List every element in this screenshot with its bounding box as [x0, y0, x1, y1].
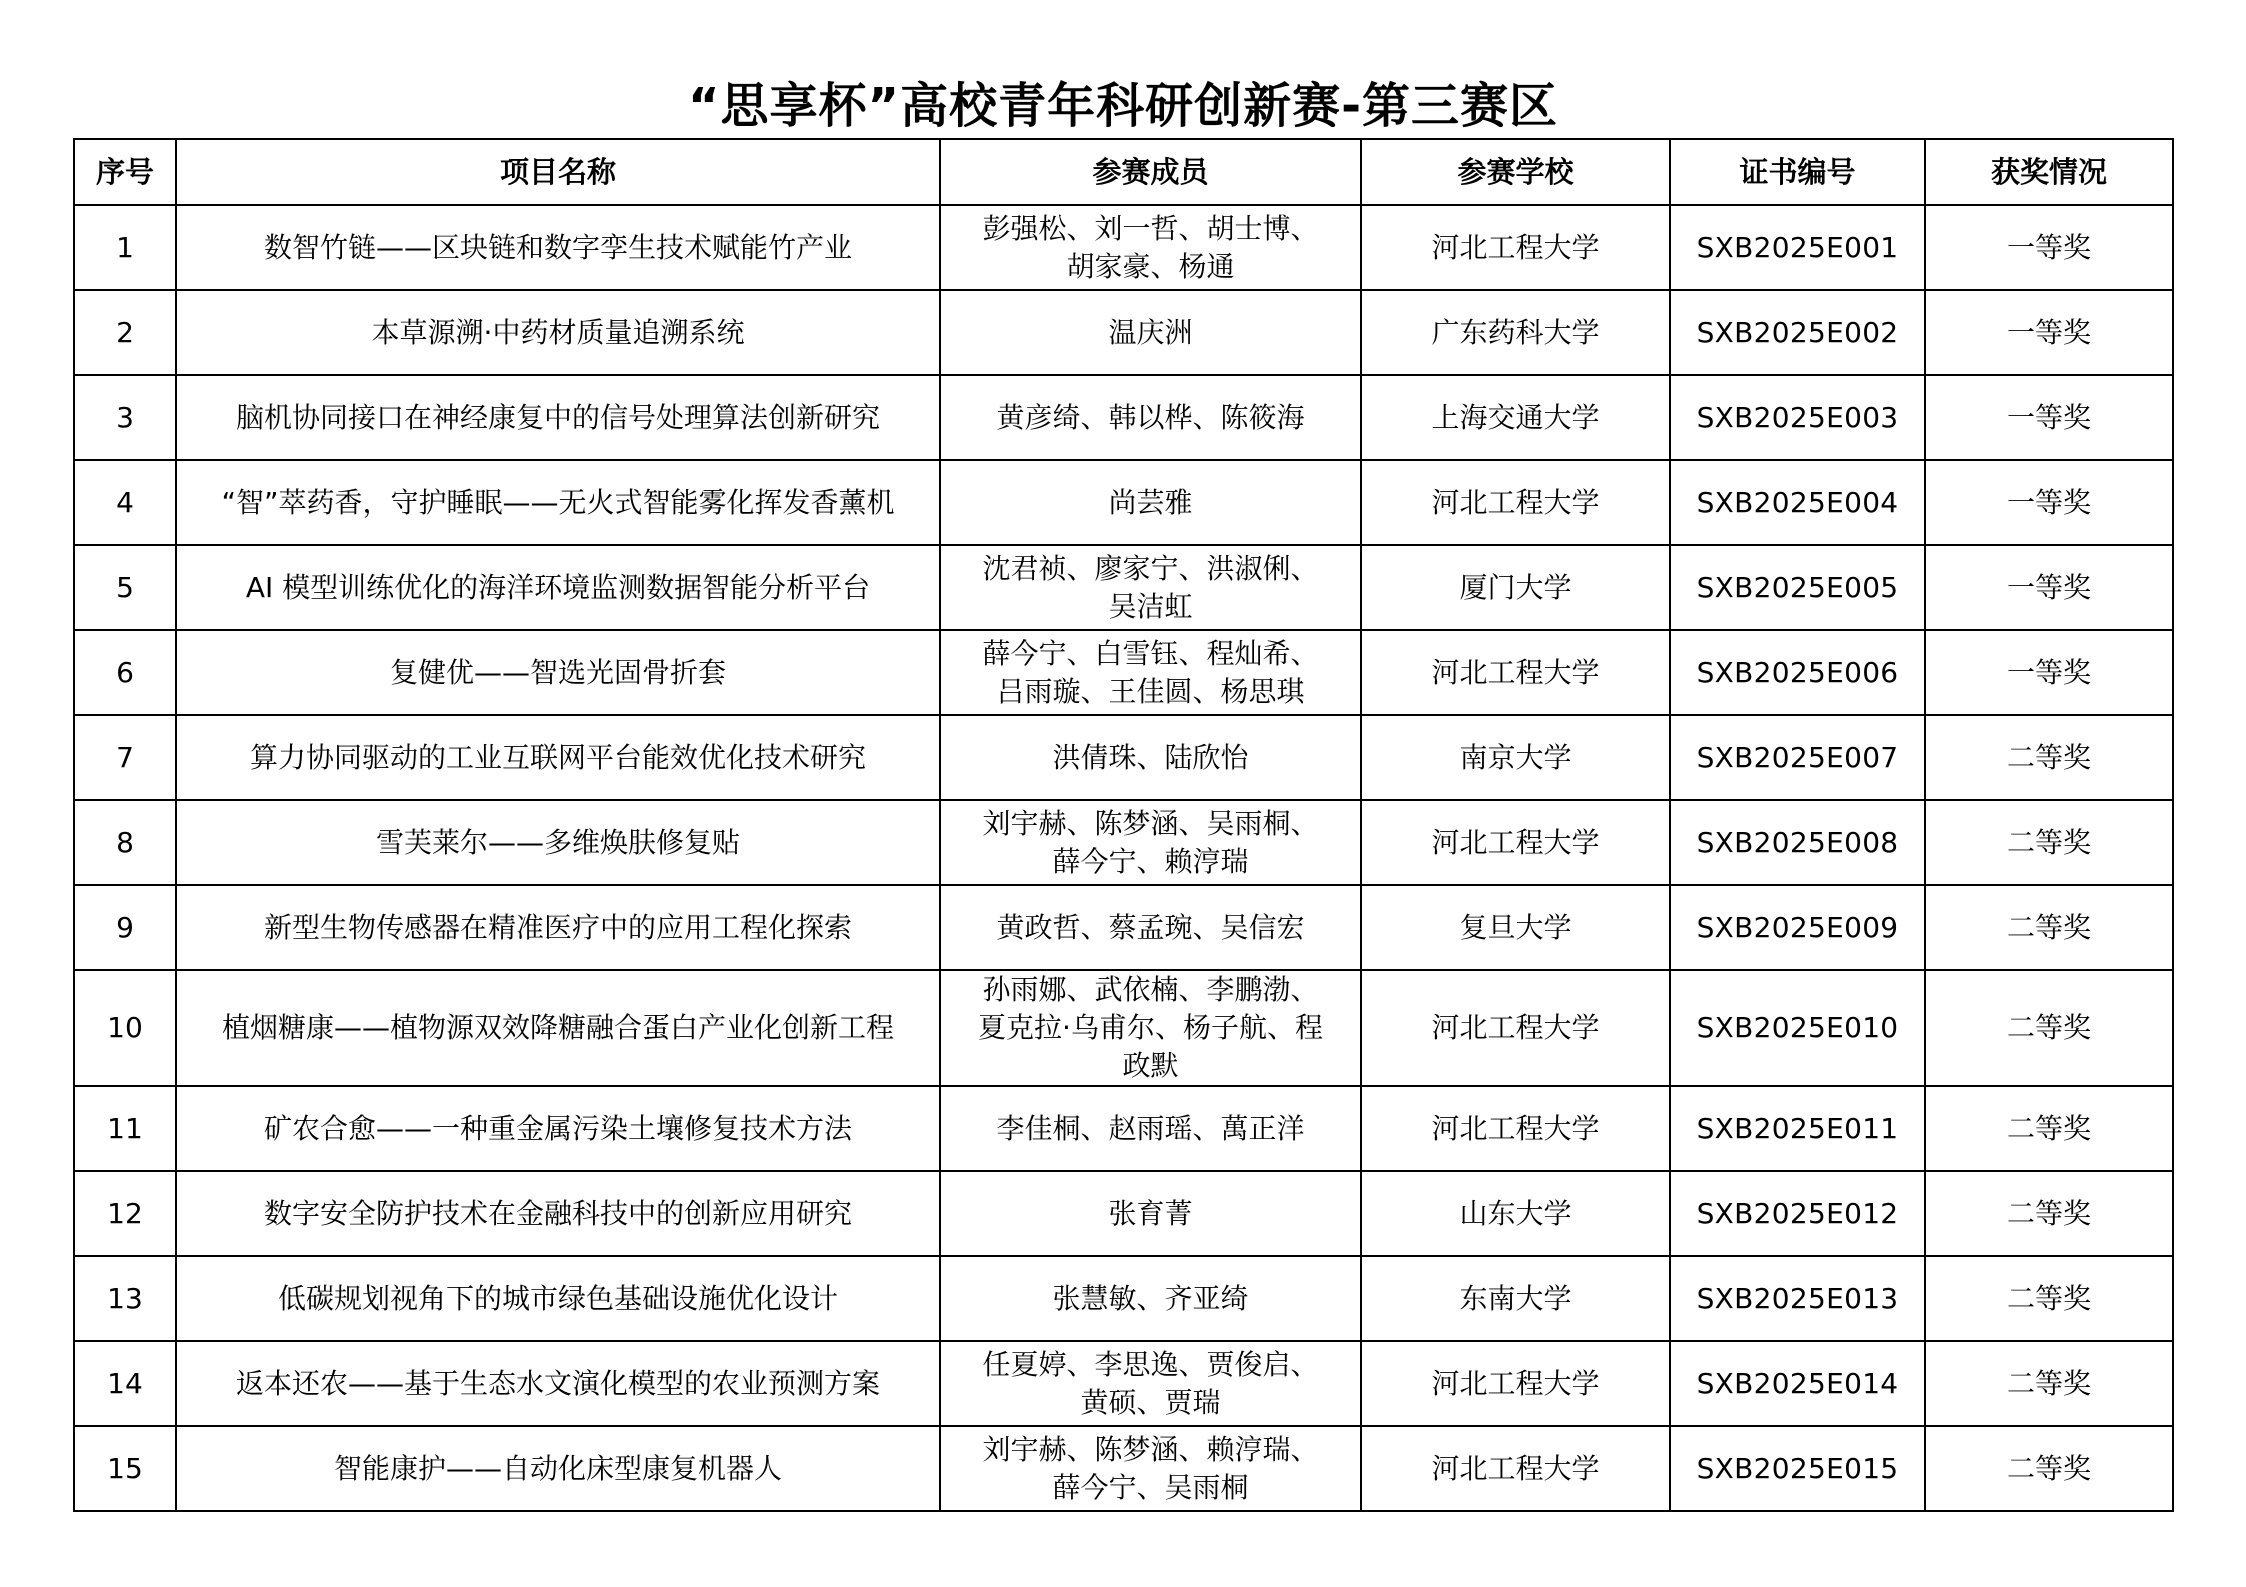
table-row: [74, 375, 2173, 460]
cell-certificate: SXB2025E015: [1670, 1426, 1925, 1511]
cell-project: 复健优——智选光固骨折套: [176, 630, 940, 715]
table-row: [74, 290, 2173, 375]
cell-index: 4: [74, 460, 176, 545]
table-row: [74, 205, 2173, 290]
cell-project: 数智竹链——区块链和数字孪生技术赋能竹产业: [176, 205, 940, 290]
cell-index: 1: [74, 205, 176, 290]
awards-table: [73, 138, 2174, 1512]
cell-certificate: SXB2025E012: [1670, 1171, 1925, 1256]
cell-school: 河北工程大学: [1361, 630, 1670, 715]
cell-award: 一等奖: [1925, 460, 2173, 545]
header-index: 序号: [74, 139, 176, 205]
table-row: [74, 1086, 2173, 1171]
cell-school: 河北工程大学: [1361, 970, 1670, 1086]
cell-index: 11: [74, 1086, 176, 1171]
cell-members: 李佳桐、赵雨瑶、萬正洋: [940, 1086, 1361, 1171]
cell-school: 厦门大学: [1361, 545, 1670, 630]
cell-certificate: SXB2025E010: [1670, 970, 1925, 1086]
cell-certificate: SXB2025E003: [1670, 375, 1925, 460]
cell-index: 12: [74, 1171, 176, 1256]
page-title: “思享杯”高校青年科研创新赛-第三赛区: [687, 78, 1559, 134]
cell-project: 低碳规划视角下的城市绿色基础设施优化设计: [176, 1256, 940, 1341]
cell-project: 矿农合愈——一种重金属污染土壤修复技术方法: [176, 1086, 940, 1171]
table-row: [74, 1256, 2173, 1341]
cell-project: “智”萃药香，守护睡眠——无火式智能雾化挥发香薰机: [176, 460, 940, 545]
cell-school: 上海交通大学: [1361, 375, 1670, 460]
cell-index: 9: [74, 885, 176, 970]
cell-index: 7: [74, 715, 176, 800]
cell-members: 黄政哲、蔡孟琬、吴信宏: [940, 885, 1361, 970]
table-row: [74, 715, 2173, 800]
cell-index: 15: [74, 1426, 176, 1511]
header-certificate: 证书编号: [1670, 139, 1925, 205]
cell-school: 南京大学: [1361, 715, 1670, 800]
table-row: [74, 1171, 2173, 1256]
cell-certificate: SXB2025E013: [1670, 1256, 1925, 1341]
header-school: 参赛学校: [1361, 139, 1670, 205]
cell-index: 8: [74, 800, 176, 885]
table-row: [74, 1341, 2173, 1426]
cell-index: 6: [74, 630, 176, 715]
cell-project: 脑机协同接口在神经康复中的信号处理算法创新研究: [176, 375, 940, 460]
table-header-row: [74, 139, 2173, 205]
cell-certificate: SXB2025E007: [1670, 715, 1925, 800]
cell-award: 一等奖: [1925, 205, 2173, 290]
table-row: [74, 800, 2173, 885]
cell-members: 任夏婷、李思逸、贾俊启、黄硕、贾瑞: [940, 1341, 1361, 1426]
cell-index: 13: [74, 1256, 176, 1341]
table-row: [74, 970, 2173, 1086]
cell-index: 5: [74, 545, 176, 630]
cell-certificate: SXB2025E005: [1670, 545, 1925, 630]
cell-award: 二等奖: [1925, 800, 2173, 885]
cell-award: 一等奖: [1925, 375, 2173, 460]
table-row: [74, 630, 2173, 715]
cell-certificate: SXB2025E001: [1670, 205, 1925, 290]
cell-members: 尚芸雅: [940, 460, 1361, 545]
cell-project: 智能康护——自动化床型康复机器人: [176, 1426, 940, 1511]
table-row: [74, 545, 2173, 630]
cell-project: 本草源溯·中药材质量追溯系统: [176, 290, 940, 375]
cell-certificate: SXB2025E011: [1670, 1086, 1925, 1171]
cell-certificate: SXB2025E009: [1670, 885, 1925, 970]
cell-index: 10: [74, 970, 176, 1086]
cell-index: 14: [74, 1341, 176, 1426]
cell-members: 薛今宁、白雪钰、程灿希、吕雨璇、王佳圆、杨思琪: [940, 630, 1361, 715]
cell-school: 东南大学: [1361, 1256, 1670, 1341]
cell-award: 二等奖: [1925, 715, 2173, 800]
cell-school: 河北工程大学: [1361, 1341, 1670, 1426]
cell-certificate: SXB2025E004: [1670, 460, 1925, 545]
cell-school: 河北工程大学: [1361, 205, 1670, 290]
cell-project: 数字安全防护技术在金融科技中的创新应用研究: [176, 1171, 940, 1256]
cell-project: 算力协同驱动的工业互联网平台能效优化技术研究: [176, 715, 940, 800]
cell-project: 植烟糖康——植物源双效降糖融合蛋白产业化创新工程: [176, 970, 940, 1086]
cell-project: AI 模型训练优化的海洋环境监测数据智能分析平台: [176, 545, 940, 630]
cell-school: 复旦大学: [1361, 885, 1670, 970]
header-project: 项目名称: [176, 139, 940, 205]
cell-project: 新型生物传感器在精准医疗中的应用工程化探索: [176, 885, 940, 970]
table-row: [74, 460, 2173, 545]
cell-award: 二等奖: [1925, 1086, 2173, 1171]
cell-members: 孙雨娜、武依楠、李鹏渤、夏克拉·乌甫尔、杨子航、程政默: [940, 970, 1361, 1086]
cell-members: 张育菁: [940, 1171, 1361, 1256]
cell-award: 二等奖: [1925, 970, 2173, 1086]
cell-project: 返本还农——基于生态水文演化模型的农业预测方案: [176, 1341, 940, 1426]
cell-award: 二等奖: [1925, 885, 2173, 970]
table-row: [74, 885, 2173, 970]
cell-certificate: SXB2025E006: [1670, 630, 1925, 715]
cell-certificate: SXB2025E002: [1670, 290, 1925, 375]
cell-members: 洪倩珠、陆欣怡: [940, 715, 1361, 800]
cell-award: 二等奖: [1925, 1426, 2173, 1511]
cell-school: 河北工程大学: [1361, 460, 1670, 545]
header-award: 获奖情况: [1925, 139, 2173, 205]
table-row: [74, 1426, 2173, 1511]
cell-school: 山东大学: [1361, 1171, 1670, 1256]
cell-members: 黄彦绮、韩以桦、陈筱海: [940, 375, 1361, 460]
cell-award: 一等奖: [1925, 630, 2173, 715]
cell-members: 刘宇赫、陈梦涵、吴雨桐、薛今宁、赖涥瑞: [940, 800, 1361, 885]
cell-members: 温庆洲: [940, 290, 1361, 375]
cell-index: 3: [74, 375, 176, 460]
cell-project: 雪芙莱尔——多维焕肤修复贴: [176, 800, 940, 885]
cell-award: 一等奖: [1925, 545, 2173, 630]
cell-index: 2: [74, 290, 176, 375]
cell-school: 河北工程大学: [1361, 1086, 1670, 1171]
cell-award: 一等奖: [1925, 290, 2173, 375]
cell-certificate: SXB2025E014: [1670, 1341, 1925, 1426]
cell-award: 二等奖: [1925, 1256, 2173, 1341]
cell-members: 张慧敏、齐亚绮: [940, 1256, 1361, 1341]
cell-members: 沈君祯、廖家宁、洪淑俐、吴洁虹: [940, 545, 1361, 630]
cell-school: 广东药科大学: [1361, 290, 1670, 375]
cell-certificate: SXB2025E008: [1670, 800, 1925, 885]
cell-school: 河北工程大学: [1361, 800, 1670, 885]
cell-award: 二等奖: [1925, 1341, 2173, 1426]
cell-members: 彭强松、刘一哲、胡士博、胡家豪、杨通: [940, 205, 1361, 290]
header-members: 参赛成员: [940, 139, 1361, 205]
cell-school: 河北工程大学: [1361, 1426, 1670, 1511]
cell-members: 刘宇赫、陈梦涵、赖涥瑞、薛今宁、吴雨桐: [940, 1426, 1361, 1511]
cell-award: 二等奖: [1925, 1171, 2173, 1256]
